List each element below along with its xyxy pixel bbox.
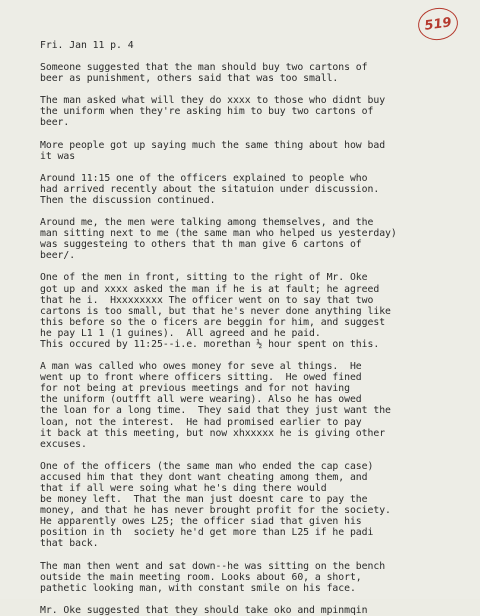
text-line: was suggesteing to others that th man give 6 cartons of (40, 239, 362, 251)
text-line: this before so the o ficers are beggin for him, and suggest (40, 316, 386, 328)
text-line: accused him that they dont want cheating among them, and (40, 471, 368, 483)
text-line: the loan for a long time. They said that they just want the (40, 405, 391, 417)
text-line: the uniform when they're asking him to buy two cartons of (40, 106, 374, 118)
text-line: Then the discussion continued. (40, 194, 216, 206)
paragraph (40, 140, 470, 162)
paragraph (40, 62, 470, 84)
text-line: got up and xxxx asked the man if he is at fault; he agreed (40, 283, 380, 295)
text-line: position in th society he'd get more than L25 if he padi (40, 527, 374, 539)
text-line: beer. (40, 117, 70, 129)
text-line: man sitting next to me (the same man who helped us yesterday) (40, 228, 397, 240)
text-line: One of the men in front, sitting to the right of Mr. Oke (40, 272, 368, 284)
paragraph (40, 173, 470, 206)
text-line: outside the main meeting room. Looks about 60, a short, (40, 571, 362, 583)
text-line: it was (40, 150, 76, 162)
paragraph (40, 605, 470, 616)
text-line: cartons is too small, but that he's never done anything like (40, 305, 391, 317)
text-line: that if all were soing what he's ding there would (40, 483, 327, 494)
text-line: Mr. Oke suggested that they should take oko and mpinmqin (40, 604, 368, 616)
text-line: went up to front where officers sitting. He owed fined (40, 372, 362, 384)
paragraph (40, 361, 470, 450)
text-line: the uniform (outfft all were wearing). Also he has owed (40, 394, 362, 406)
body-text (40, 40, 470, 616)
text-line: One of the officers (the same man who ended the cap case) (40, 460, 374, 472)
text-line: beer as punishment, others said that was too small. (40, 73, 339, 85)
text-line: Around me, the men were talking among themselves, and the (40, 217, 374, 229)
paragraph (40, 95, 470, 128)
text-line: loan, not the interest. He had promised earlier to pay (40, 416, 362, 428)
text-line: had arrived recently about the sitatuion under discussion. (40, 183, 380, 195)
paragraph (40, 561, 470, 594)
text-line: pathetic looking man, with constant smile on his face. (40, 582, 356, 594)
text-line: The man then went and sat down--he was sitting on the bench (40, 560, 386, 572)
page-header: Fri. Jan 11 p. 4 (40, 40, 134, 51)
text-line: The man asked what will they do xxxx to those who didnt buy (40, 95, 386, 107)
text-line: This occured by 11:25--i.e. morethan ½ hour spent on this. (40, 338, 380, 350)
text-line: that he i. Hxxxxxxxx The officer went on to say that two (40, 294, 374, 306)
page-number-stamp: 519 (416, 5, 460, 42)
text-line: beer/. (40, 250, 76, 262)
text-line: A man was called who owes money for seve al things. He (40, 361, 362, 373)
paragraph (40, 272, 470, 350)
text-line: he pay L1 1 (1 guines). All agreed and he paid. (40, 327, 321, 339)
text-line: that back. (40, 538, 99, 550)
paragraph (40, 461, 470, 550)
text-line: money, and that he has never brought profit for the society. (40, 505, 391, 517)
text-line: be money left. That the man just doesnt care to pay the (40, 494, 368, 506)
text-line: He apparently owes L25; the officer siad that given his (40, 516, 362, 528)
text-line: Someone suggested that the man should buy two cartons of (40, 62, 368, 74)
text-line: excuses. (40, 438, 87, 450)
text-line: More people got up saying much the same thing about how bad (40, 139, 386, 151)
text-line: Around 11:15 one of the officers explained to people who (40, 172, 368, 184)
paragraph (40, 217, 470, 261)
text-line: for not being at previous meetings and for not having (40, 383, 350, 395)
text-line: it back at this meeting, but now xhxxxxx he is giving other (40, 427, 386, 439)
